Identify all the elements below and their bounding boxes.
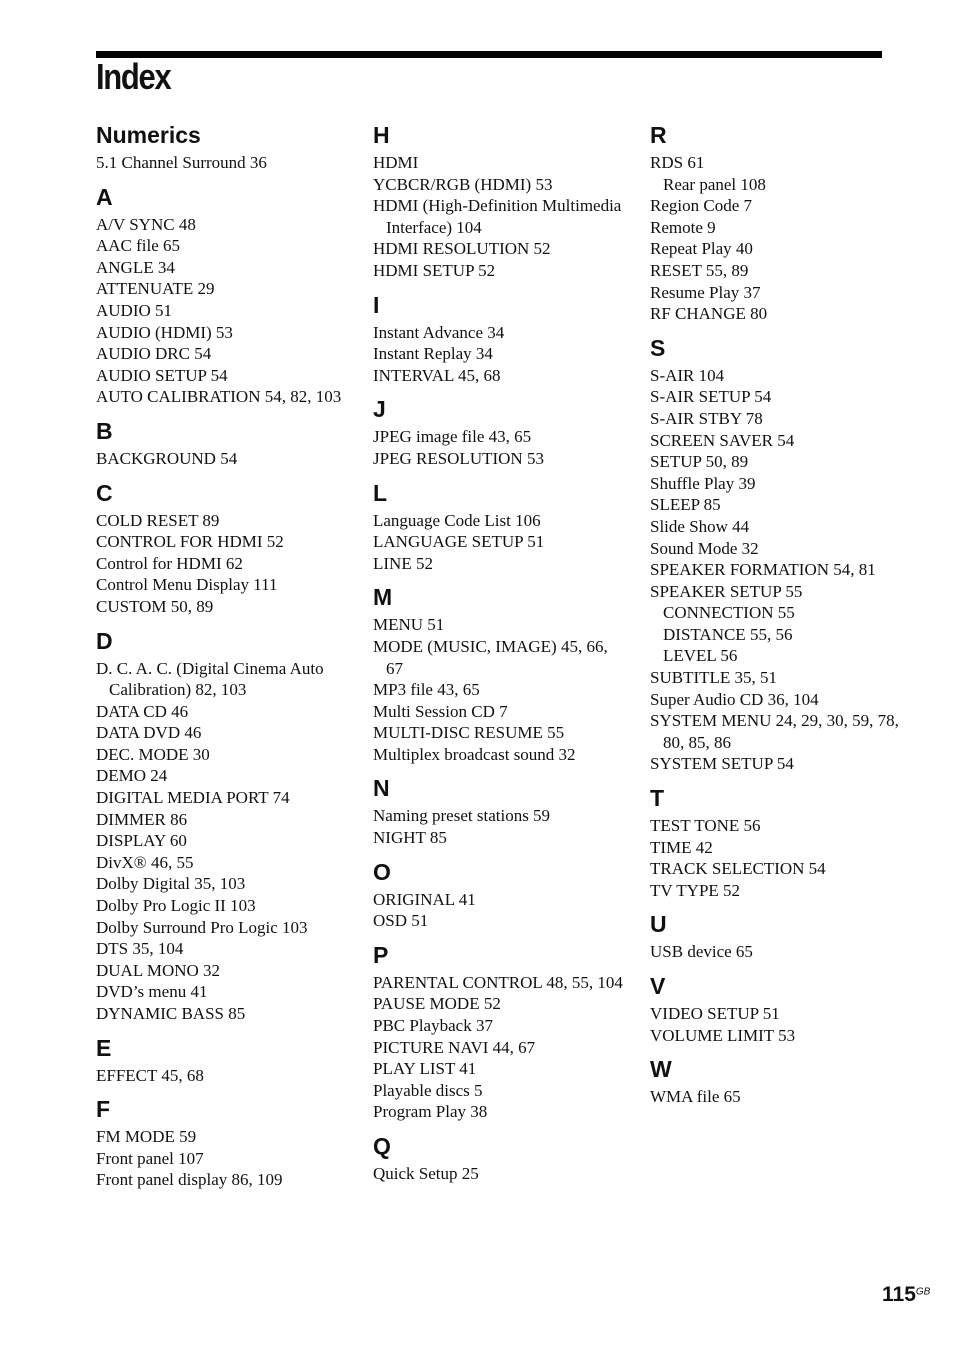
index-entry: DTS 35, 104 — [96, 939, 184, 959]
index-entry-list — [373, 889, 623, 932]
index-entry: AUDIO DRC 54 — [96, 344, 212, 364]
index-entry: S-AIR STBY 78 — [650, 408, 763, 428]
index-entry-list — [96, 214, 346, 408]
index-entry: JPEG RESOLUTION 53 — [373, 448, 544, 468]
section-heading: I — [373, 291, 380, 318]
index-entry: DYNAMIC BASS 85 — [96, 1004, 246, 1023]
index-entry: Sound Mode 32 — [650, 538, 759, 558]
section-heading: Q — [373, 1133, 391, 1159]
index-entry: VOLUME LIMIT 53 — [650, 1025, 796, 1045]
index-entry: Language Code List 106 — [373, 510, 541, 530]
index-entry: YCBCR/RGB (HDMI) 53 — [373, 174, 553, 194]
index-entry: DIGITAL MEDIA PORT 74 — [96, 788, 290, 808]
section-heading: O — [373, 858, 391, 885]
index-entry: RESET 55, 89 — [650, 260, 749, 280]
index-entry: AUTO CALIBRATION 54, 82, 103 — [96, 387, 342, 407]
section-heading: B — [96, 417, 113, 444]
index-entry: Multiplex broadcast sound 32 — [373, 744, 576, 764]
index-entry: Remote 9 — [650, 217, 716, 237]
index-column-2 — [373, 120, 623, 1193]
section-heading: W — [650, 1056, 672, 1083]
index-entry: FM MODE 59 — [96, 1127, 197, 1147]
index-entry: Playable discs 5 — [373, 1080, 483, 1100]
index-entry: DEC. MODE 30 — [96, 744, 210, 764]
index-entry-list — [96, 1065, 346, 1087]
index-entry-list — [373, 322, 623, 387]
index-entry: VIDEO SETUP 51 — [650, 1004, 780, 1023]
index-entry: MP3 file 43, 65 — [373, 680, 480, 700]
index-entry: SCREEN SAVER 54 — [650, 430, 795, 450]
index-entry-list — [96, 510, 346, 618]
index-entry: Dolby Digital 35, 103 — [96, 874, 246, 894]
index-entry: DATA CD 46 — [96, 701, 189, 721]
section-heading: M — [373, 584, 393, 611]
index-entry: SPEAKER FORMATION 54, 81 — [650, 560, 876, 580]
index-entry: Shuffle Play 39 — [650, 473, 756, 493]
index-entry: TRACK SELECTION 54 — [650, 859, 826, 879]
index-entry: OSD 51 — [373, 911, 429, 931]
page-number: 115 — [882, 1283, 916, 1306]
index-entry: TEST TONE 56 — [650, 816, 761, 836]
index-entry: TV TYPE 52 — [650, 880, 741, 900]
index-entry: PARENTAL CONTROL 48, 55, 104 — [373, 972, 623, 992]
index-entry-list — [96, 1126, 346, 1191]
index-entry-list — [650, 815, 900, 901]
section-heading: U — [650, 911, 667, 938]
index-entry: WMA file 65 — [650, 1087, 741, 1107]
index-entry-list — [650, 365, 900, 775]
index-entry: AUDIO SETUP 54 — [96, 365, 228, 385]
index-entry: LINE 52 — [373, 553, 433, 573]
index-entry-list — [96, 152, 346, 174]
index-entry: DVD’s menu 41 — [96, 982, 208, 1002]
index-entry: Slide Show 44 — [650, 516, 750, 536]
index-entry: RDS 61 — [650, 153, 705, 172]
index-entry: PICTURE NAVI 44, 67 — [373, 1037, 536, 1057]
index-entry-list — [650, 1086, 900, 1108]
index-column-1 — [96, 120, 346, 1199]
index-entry-list — [96, 658, 346, 1025]
index-entry: TIME 42 — [650, 837, 713, 857]
index-entry: Instant Advance 34 — [373, 322, 505, 342]
index-entry-list — [373, 510, 623, 575]
index-entry-list — [373, 152, 623, 282]
section-heading: E — [96, 1034, 112, 1061]
index-entry: PBC Playback 37 — [373, 1016, 493, 1036]
index-entry: DISTANCE 55, 56 — [663, 624, 793, 644]
index-entry: MENU 51 — [373, 615, 445, 635]
index-entry: Repeat Play 40 — [650, 239, 753, 259]
index-entry: Dolby Pro Logic II 103 — [96, 896, 256, 916]
index-entry-list — [650, 1003, 900, 1046]
section-heading: T — [650, 785, 665, 812]
index-entry: Front panel 107 — [96, 1148, 204, 1168]
index-entry: Quick Setup 25 — [373, 1164, 479, 1183]
section-heading: N — [373, 775, 390, 802]
index-entry: LEVEL 56 — [663, 646, 738, 666]
section-heading: Numerics — [96, 122, 201, 148]
index-entry: HDMI SETUP 52 — [373, 260, 496, 280]
section-heading: S — [650, 334, 666, 361]
index-entry: Region Code 7 — [650, 196, 752, 216]
index-entry: SPEAKER SETUP 55 — [650, 581, 803, 601]
index-entry: HDMI RESOLUTION 52 — [373, 239, 551, 259]
index-entry: DIMMER 86 — [96, 809, 188, 829]
index-entry: DEMO 24 — [96, 766, 168, 786]
index-entry-list — [373, 1163, 623, 1185]
section-heading: R — [650, 122, 667, 148]
index-entry: Resume Play 37 — [650, 282, 761, 302]
index-entry: NIGHT 85 — [373, 828, 447, 848]
index-entry: SETUP 50, 89 — [650, 452, 749, 472]
index-entry: ORIGINAL 41 — [373, 889, 476, 909]
index-entry: CONTROL FOR HDMI 52 — [96, 532, 284, 552]
index-entry: PLAY LIST 41 — [373, 1059, 477, 1079]
index-entry-list — [373, 972, 623, 1123]
index-entry: MULTI-DISC RESUME 55 — [373, 723, 565, 743]
section-heading: A — [96, 183, 113, 210]
index-entry: JPEG image file 43, 65 — [373, 427, 532, 447]
index-entry: BACKGROUND 54 — [96, 448, 238, 468]
page-suffix: GB — [915, 1286, 931, 1298]
index-column-3 — [650, 120, 900, 1116]
index-entry: HDMI (High-Definition Multimedia Interface) 104 — [373, 196, 622, 237]
index-entry: DivX® 46, 55 — [96, 852, 194, 872]
index-entry: INTERVAL 45, 68 — [373, 365, 501, 385]
index-entry: Control for HDMI 62 — [96, 553, 243, 573]
index-entry: Instant Replay 34 — [373, 344, 493, 364]
section-heading: F — [96, 1096, 111, 1123]
top-rule — [96, 51, 882, 58]
index-entry: S-AIR SETUP 54 — [650, 387, 772, 407]
section-heading: P — [373, 941, 389, 968]
section-heading: C — [96, 479, 113, 506]
section-heading: V — [650, 973, 666, 999]
index-entry: SYSTEM MENU 24, 29, 30, 59, 78, 80, 85, 86 — [650, 711, 899, 752]
index-entry: Naming preset stations 59 — [373, 806, 551, 826]
section-heading: D — [96, 627, 113, 654]
index-entry: Control Menu Display 111 — [96, 575, 278, 595]
section-heading: H — [373, 122, 390, 148]
index-entry: SYSTEM SETUP 54 — [650, 754, 794, 774]
index-entry: Dolby Surround Pro Logic 103 — [96, 917, 308, 937]
index-entry: S-AIR 104 — [650, 365, 725, 385]
index-entry: CUSTOM 50, 89 — [96, 596, 214, 616]
index-entry: COLD RESET 89 — [96, 510, 220, 530]
index-entry: LANGUAGE SETUP 51 — [373, 532, 545, 552]
index-entry: DATA DVD 46 — [96, 723, 202, 743]
index-entry: SLEEP 85 — [650, 495, 721, 515]
index-entry: SUBTITLE 35, 51 — [650, 668, 778, 688]
page-footer — [882, 1283, 930, 1307]
page-title: Index — [96, 56, 171, 97]
index-entry: A/V SYNC 48 — [96, 214, 196, 234]
index-entry: 5.1 Channel Surround 36 — [96, 153, 267, 172]
index-entry: USB device 65 — [650, 942, 753, 962]
index-entry-list — [373, 614, 623, 765]
index-entry: HDMI — [373, 153, 419, 172]
section-heading: L — [373, 479, 388, 506]
index-entry-list — [650, 941, 900, 963]
index-entry: RF CHANGE 80 — [650, 304, 768, 324]
index-entry: Front panel display 86, 109 — [96, 1170, 283, 1190]
index-entry: ANGLE 34 — [96, 257, 175, 277]
index-entry-list — [373, 805, 623, 848]
index-entry: DISPLAY 60 — [96, 831, 187, 851]
index-entry: PAUSE MODE 52 — [373, 994, 501, 1014]
index-entry-list — [373, 426, 623, 469]
index-entry: ATTENUATE 29 — [96, 279, 215, 299]
index-entry-list — [96, 448, 346, 470]
index-entry: DUAL MONO 32 — [96, 960, 221, 980]
index-entry: EFFECT 45, 68 — [96, 1065, 204, 1085]
index-entry: CONNECTION 55 — [663, 603, 795, 623]
index-entry: Super Audio CD 36, 104 — [650, 689, 819, 709]
index-entry: MODE (MUSIC, IMAGE) 45, 66, 67 — [373, 636, 608, 678]
index-entry: D. C. A. C. (Digital Cinema Auto Calibration) 82, 103 — [96, 658, 324, 700]
index-entry: Program Play 38 — [373, 1102, 488, 1122]
index-entry: AUDIO 51 — [96, 300, 173, 320]
index-entry-list — [650, 152, 900, 325]
index-entry: Multi Session CD 7 — [373, 701, 508, 721]
index-entry: AAC file 65 — [96, 236, 181, 256]
section-heading: J — [373, 396, 386, 423]
index-entry: AUDIO (HDMI) 53 — [96, 322, 233, 342]
index-entry: Rear panel 108 — [663, 174, 766, 194]
